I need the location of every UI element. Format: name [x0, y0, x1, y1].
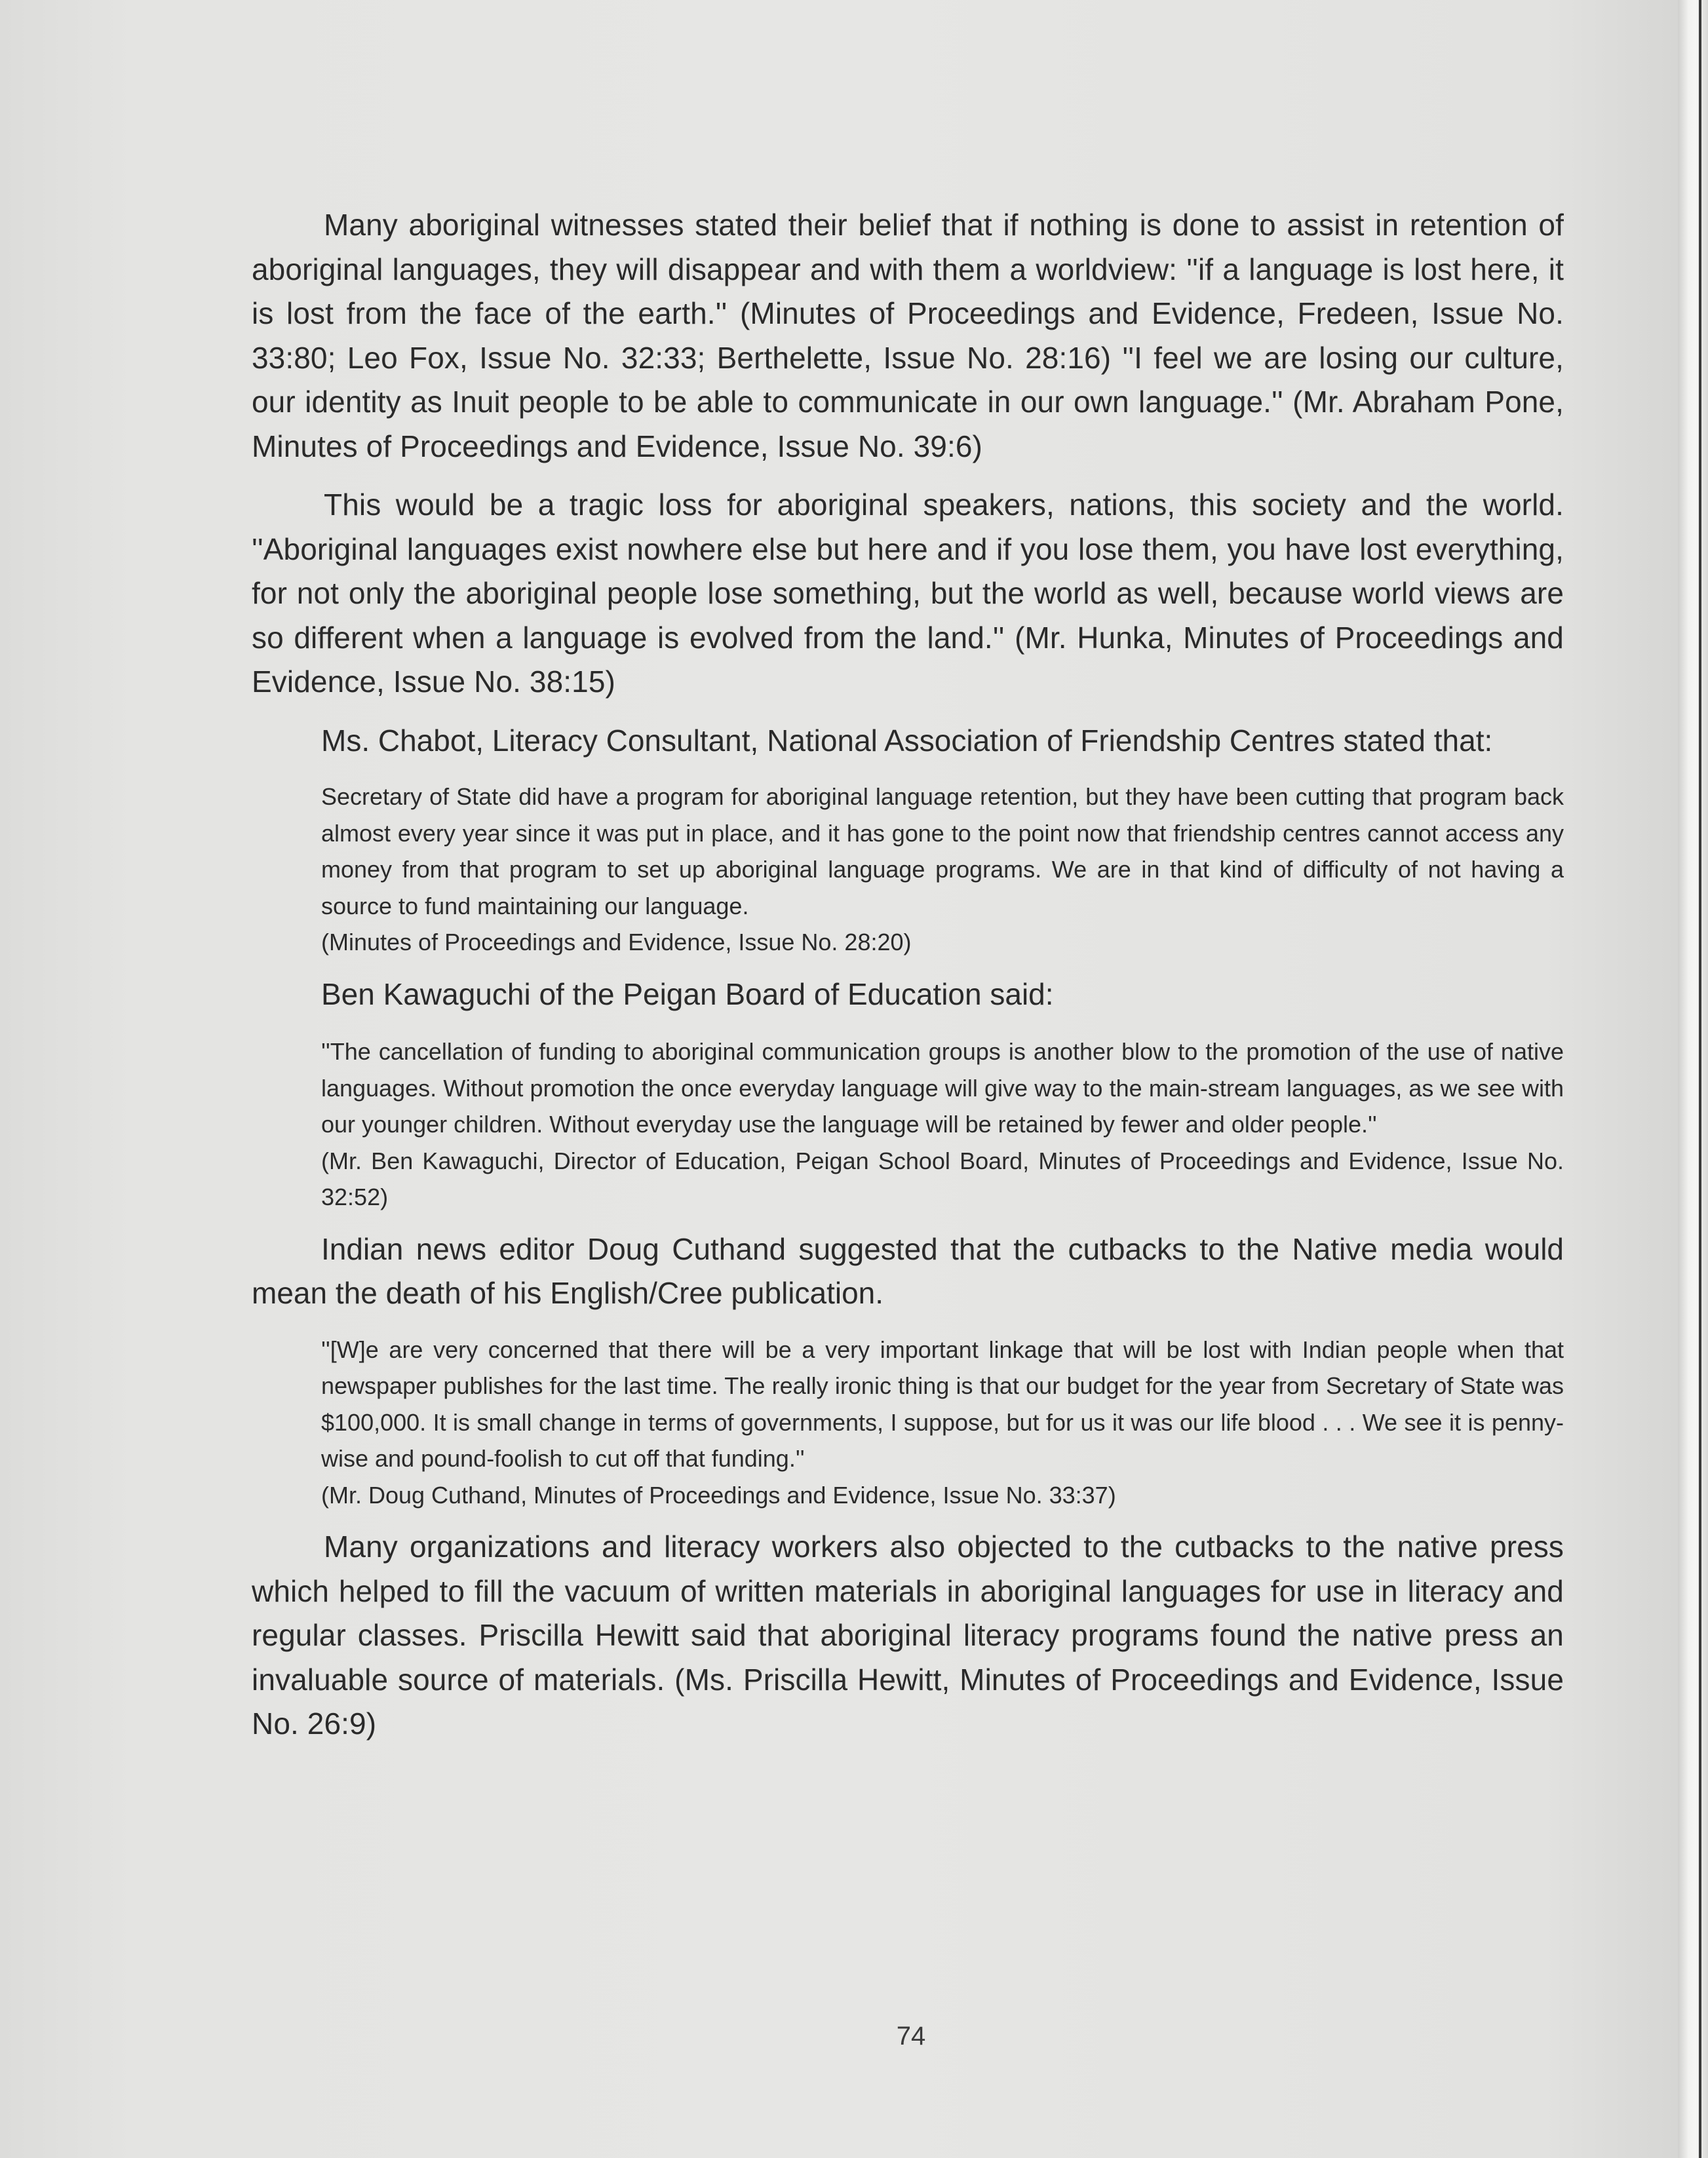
- quote-cuthand-citation: (Mr. Doug Cuthand, Minutes of Proceedings and Evidence, Issue No. 33:37): [321, 1481, 1116, 1509]
- quote-kawaguchi: [321, 1033, 1564, 1216]
- binding-line: [1699, 0, 1701, 2158]
- quote-cuthand: [321, 1332, 1564, 1514]
- quote-kawaguchi-citation: (Mr. Ben Kawaguchi, Director of Education, Peigan School Board, Minutes of Proceedings and Evidence, Issue No. 32:52): [321, 1147, 1564, 1210]
- page-number: 74: [896, 2022, 926, 2051]
- quote-cuthand-text: ''[W]e are very concerned that there will be a very important linkage that will be lost with Indian people when that newspaper publishes for the last time. The really ironic thing is that our budget for the year from Secretary of State was $100,000. It is small change in terms of governments, I suppose, but for us it was our life blood . . . We see it is penny-wise and pound-foolish to cut off that funding.'': [321, 1336, 1564, 1472]
- document-body: [252, 203, 1564, 1761]
- page-edge: [1678, 0, 1708, 2158]
- paragraph-tragic-loss: This would be a tragic loss for aboriginal speakers, nations, this society and the world. ''Aboriginal languages exist nowhere else but here and if you lose them, you have lost everything, for not only the aboriginal people lose something, but the world as well, because world views are so different when a language is evolved from the land.'' (Mr. Hunka, Minutes of Proceedings and Evidence, Issue No. 38:15): [252, 488, 1564, 699]
- paragraph-chabot-intro: Ms. Chabot, Literacy Consultant, National Association of Friendship Centres stated that:: [321, 723, 1493, 758]
- quote-kawaguchi-text: ''The cancellation of funding to aboriginal communication groups is another blow to the promotion of the use of native languages. Without promotion the once everyday language will give way to the main-stream languages, as we see with our younger children. Without everyday use the language will be retained by fewer and older people.'': [321, 1038, 1564, 1138]
- paragraph-cuthand-intro: Indian news editor Doug Cuthand suggested that the cutbacks to the Native media would mean the death of his English/Cree publication.: [252, 1231, 1564, 1310]
- paragraph-kawaguchi-intro: Ben Kawaguchi of the Peigan Board of Education said:: [321, 976, 1054, 1011]
- paragraph-worldview: Many aboriginal witnesses stated their belief that if nothing is done to assist in retention of aboriginal languages, they will disappear and with them a worldview: ''if a language is lost here, it is lost from the face of the earth.'' (Minutes of Proceedings and Evidence, Fredeen, Issue No. 33:80; Leo Fox, Issue No. 32:33; Berthelette, Issue No. 28:16) ''I feel we are losing our culture, our identity as Inuit people to be able to communicate in our own language.'' (Mr. Abraham Pone, Minutes of Proceedings and Evidence, Issue No. 39:6): [252, 208, 1564, 463]
- quote-chabot-citation: (Minutes of Proceedings and Evidence, Issue No. 28:20): [321, 929, 912, 955]
- quote-chabot: [321, 779, 1564, 961]
- paragraph-native-press: Many organizations and literacy workers also objected to the cutbacks to the native press which helped to fill the vacuum of written materials in aboriginal languages for use in literacy and regular classes. Priscilla Hewitt said that aboriginal literacy programs found the native press an invaluable source of materials. (Ms. Priscilla Hewitt, Minutes of Proceedings and Evidence, Issue No. 26:9): [252, 1530, 1564, 1741]
- quote-chabot-text: Secretary of State did have a program for aboriginal language retention, but they have been cutting that program back almost every year since it was put in place, and it has gone to the point now that friendship centres cannot access any money from that program to set up aboriginal language programs. We are in that kind of difficulty of not having a source to fund maintaining our language.: [321, 783, 1564, 919]
